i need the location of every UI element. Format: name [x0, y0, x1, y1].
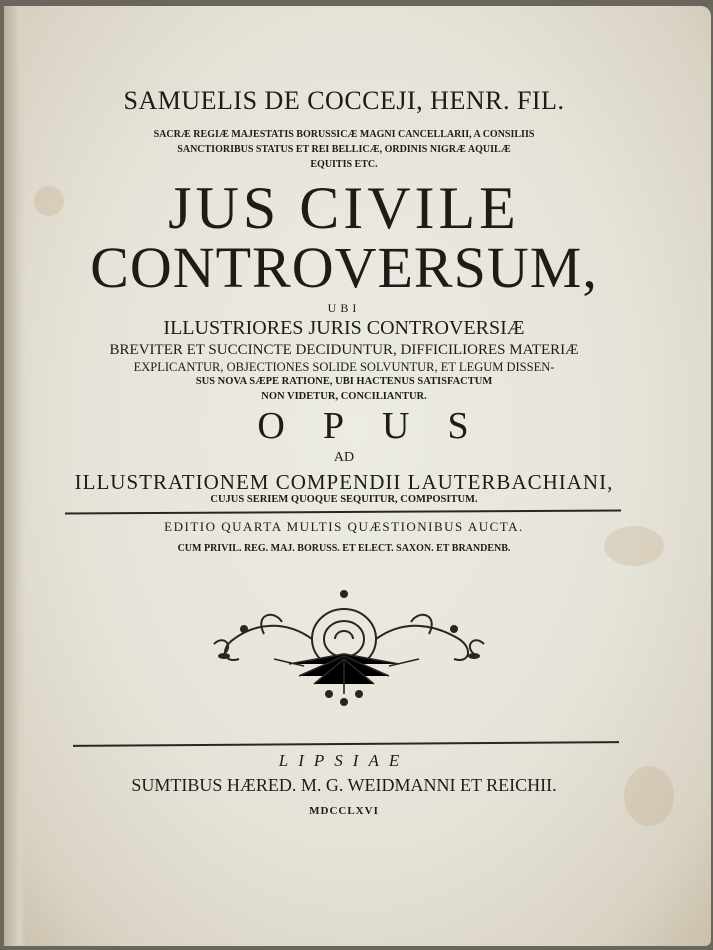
privilege: CUM PRIVIL. REG. MAJ. BORUSS. ET ELECT. SAXON. ET BRANDENB.: [177, 543, 511, 554]
author-title-1: SACRÆ REGIÆ MAJESTATIS BORUSSICÆ MAGNI CANCELLARII, A CONSILIIS: [153, 129, 535, 140]
shell-foliage-ornament-icon: [204, 584, 494, 709]
author-title-2: SANCTIORIBUS STATUS ET REI BELLICÆ, ORDINIS NIGRÆ AQUILÆ: [177, 144, 511, 155]
main-title-1: JUS CIVILE: [168, 175, 520, 241]
rule-top: [65, 510, 621, 515]
subtitle-2: BREVITER ET SUCCINCTE DECIDUNTUR, DIFFICILIORES MATERIÆ: [109, 342, 579, 358]
ubi: UBI: [327, 301, 361, 315]
subtitle-1: ILLUSTRIORES JURIS CONTROVERSIÆ: [163, 317, 525, 339]
publisher: SUMTIBUS HÆRED. M. G. WEIDMANNI ET REICHII.: [131, 775, 557, 795]
year: MDCCLXVI: [309, 805, 379, 817]
compositum: CUJUS SERIEM QUOQUE SEQUITUR, COMPOSITUM.: [210, 494, 478, 505]
ad: AD: [333, 450, 355, 465]
subtitle-4: SUS NOVA SÆPE RATIONE, UBI HACTENUS SATISFACTUM: [195, 376, 493, 387]
title-page: [4, 6, 711, 946]
place: LIPSIAE: [278, 751, 410, 770]
subtitle-3: EXPLICANTUR, OBJECTIONES SOLIDE SOLVUNTUR, ET LEGUM DISSEN-: [133, 360, 555, 374]
opus: OPUS: [257, 405, 507, 447]
author-title-3: EQUITIS ETC.: [310, 159, 378, 170]
rule-bottom: [73, 741, 619, 747]
main-title-2: CONTROVERSUM,: [90, 235, 598, 300]
author: SAMUELIS DE COCCEJI, HENR. FIL.: [123, 86, 565, 115]
compendium: ILLUSTRATIONEM COMPENDII LAUTERBACHIANI,: [74, 470, 614, 494]
subtitle-5: NON VIDETUR, CONCILIANTUR.: [261, 391, 427, 402]
edition: EDITIO QUARTA MULTIS QUÆSTIONIBUS AUCTA.: [164, 519, 524, 534]
